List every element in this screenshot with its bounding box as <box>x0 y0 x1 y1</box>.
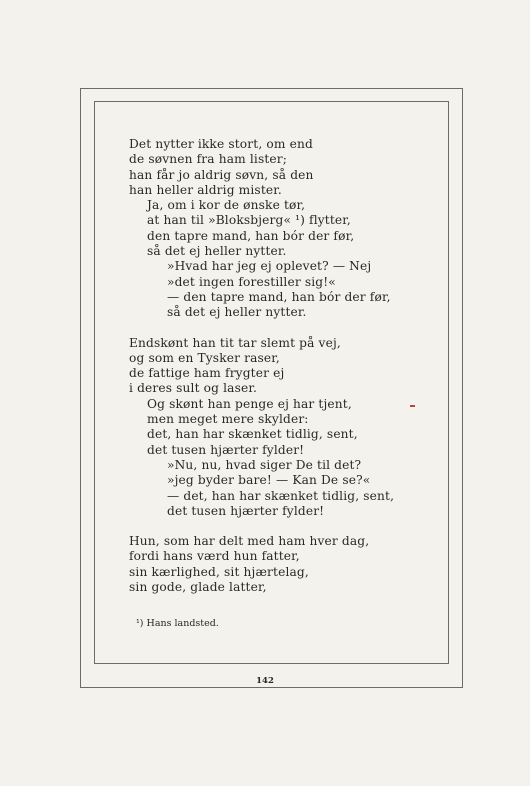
poem-line: den tapre mand, han bór der før, <box>147 228 355 243</box>
poem-line: at han til »Bloksbjerg« ¹) flytter, <box>147 213 351 228</box>
poem-line: fordi hans værd hun fatter, <box>129 549 300 564</box>
stanza <box>129 137 429 321</box>
poem-line: Det nytter ikke stort, om end <box>129 137 313 151</box>
poem-line: og som en Tysker raser, <box>129 350 280 365</box>
poem-line: Hun, som har delt med ham hver dag, <box>129 534 370 549</box>
poem-line: sin gode, glade latter, <box>129 580 267 595</box>
margin-mark <box>410 405 415 407</box>
poem-line: »jeg byder bare! — Kan De se?« <box>167 473 371 488</box>
poem-line: han heller aldrig mister. <box>129 182 282 197</box>
poem-line: Ja, om i kor de ønske tør, <box>147 198 306 213</box>
poem-line: så det ej heller nytter. <box>147 244 287 259</box>
poem-line: han får jo aldrig søvn, så den <box>129 167 314 182</box>
stanza <box>129 336 429 520</box>
poem-line: men meget mere skylder: <box>147 412 309 427</box>
poem-line: »Nu, nu, hvad siger De til det? <box>167 457 362 472</box>
poem-line: — den tapre mand, han bór der før, <box>167 289 391 304</box>
poem-line: »Hvad har jeg ej oplevet? — Nej <box>167 259 372 274</box>
stanza-gap <box>129 519 429 534</box>
poem-text <box>129 137 429 595</box>
footnote: ¹) Hans landsted. <box>136 618 219 629</box>
poem-line: så det ej heller nytter. <box>167 305 307 320</box>
poem-line: Endskønt han tit tar slemt på vej, <box>129 335 341 350</box>
poem-line: »det ingen forestiller sig!« <box>167 274 336 289</box>
poem-line: det, han har skænket tidlig, sent, <box>147 427 358 442</box>
stanza <box>129 534 429 595</box>
stanza-gap <box>129 321 429 336</box>
poem-line: det tusen hjærter fylder! <box>147 442 305 457</box>
page-number: 142 <box>256 676 274 686</box>
poem-line: de søvnen fra ham lister; <box>129 152 288 167</box>
poem-line: det tusen hjærter fylder! <box>167 503 325 518</box>
poem-line: de fattige ham frygter ej <box>129 366 285 381</box>
poem-line: Og skønt han penge ej har tjent, <box>147 396 352 411</box>
poem-line: — det, han har skænket tidlig, sent, <box>167 488 395 503</box>
poem-line: i deres sult og laser. <box>129 381 258 396</box>
poem-line: sin kærlighed, sit hjærtelag, <box>129 564 309 579</box>
